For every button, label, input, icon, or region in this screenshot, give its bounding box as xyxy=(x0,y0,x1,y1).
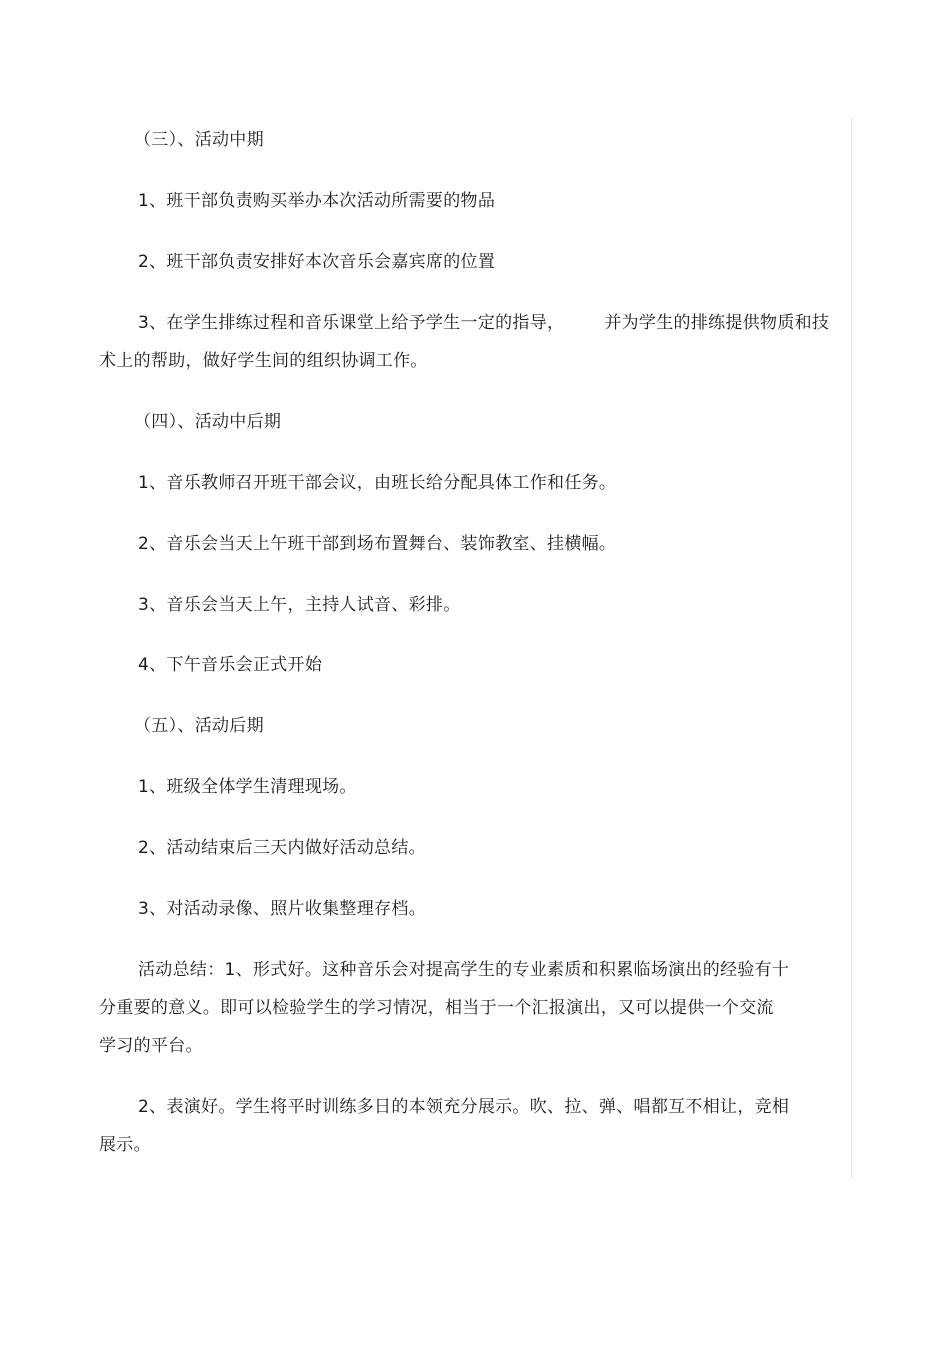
summary-line-1: 活动总结：1、形式好。这种音乐会对提高学生的专业素质和积累临场演出的经验有十 xyxy=(138,960,790,980)
section-4-item-2: 2、音乐会当天上午班干部到场布置舞台、装饰教室、挂横幅。 xyxy=(138,534,617,554)
section-heading-4: （四）、活动中后期 xyxy=(134,412,282,432)
section-heading-3: （三）、活动中期 xyxy=(134,130,264,150)
summary-point-2-line-2: 展示。 xyxy=(99,1135,151,1155)
section-5-item-1: 1、班级全体学生清理现场。 xyxy=(138,777,357,797)
section-5-item-3: 3、对活动录像、照片收集整理存档。 xyxy=(138,899,426,919)
section-3-item-3-part-a: 3、在学生排练过程和音乐课堂上给予学生一定的指导， xyxy=(138,313,565,333)
section-5-item-2: 2、活动结束后三天内做好活动总结。 xyxy=(138,838,426,858)
summary-point-2-line-1: 2、表演好。学生将平时训练多日的本领充分展示。吹、拉、弹、唱都互不相让，竞相 xyxy=(138,1097,790,1117)
section-3-item-1: 1、班干部负责购买举办本次活动所需要的物品 xyxy=(138,191,496,211)
section-4-item-3: 3、音乐会当天上午，主持人试音、彩排。 xyxy=(138,595,461,615)
summary-line-3: 学习的平台。 xyxy=(99,1036,203,1056)
section-4-item-1: 1、音乐教师召开班干部会议，由班长给分配具体工作和任务。 xyxy=(138,473,617,493)
section-3-item-3-continuation: 术上的帮助，做好学生间的组织协调工作。 xyxy=(99,351,428,371)
section-3-item-2: 2、班干部负责安排好本次音乐会嘉宾席的位置 xyxy=(138,252,496,272)
right-margin-rule xyxy=(851,117,852,1179)
section-heading-5: （五）、活动后期 xyxy=(134,716,264,736)
summary-line-2: 分重要的意义。即可以检验学生的学习情况，相当于一个汇报演出，又可以提供一个交流 xyxy=(99,998,774,1018)
section-4-item-4: 4、下午音乐会正式开始 xyxy=(138,655,323,675)
section-3-item-3 xyxy=(138,313,829,333)
section-3-item-3-part-b: 并为学生的排练提供物质和技 xyxy=(604,313,830,333)
